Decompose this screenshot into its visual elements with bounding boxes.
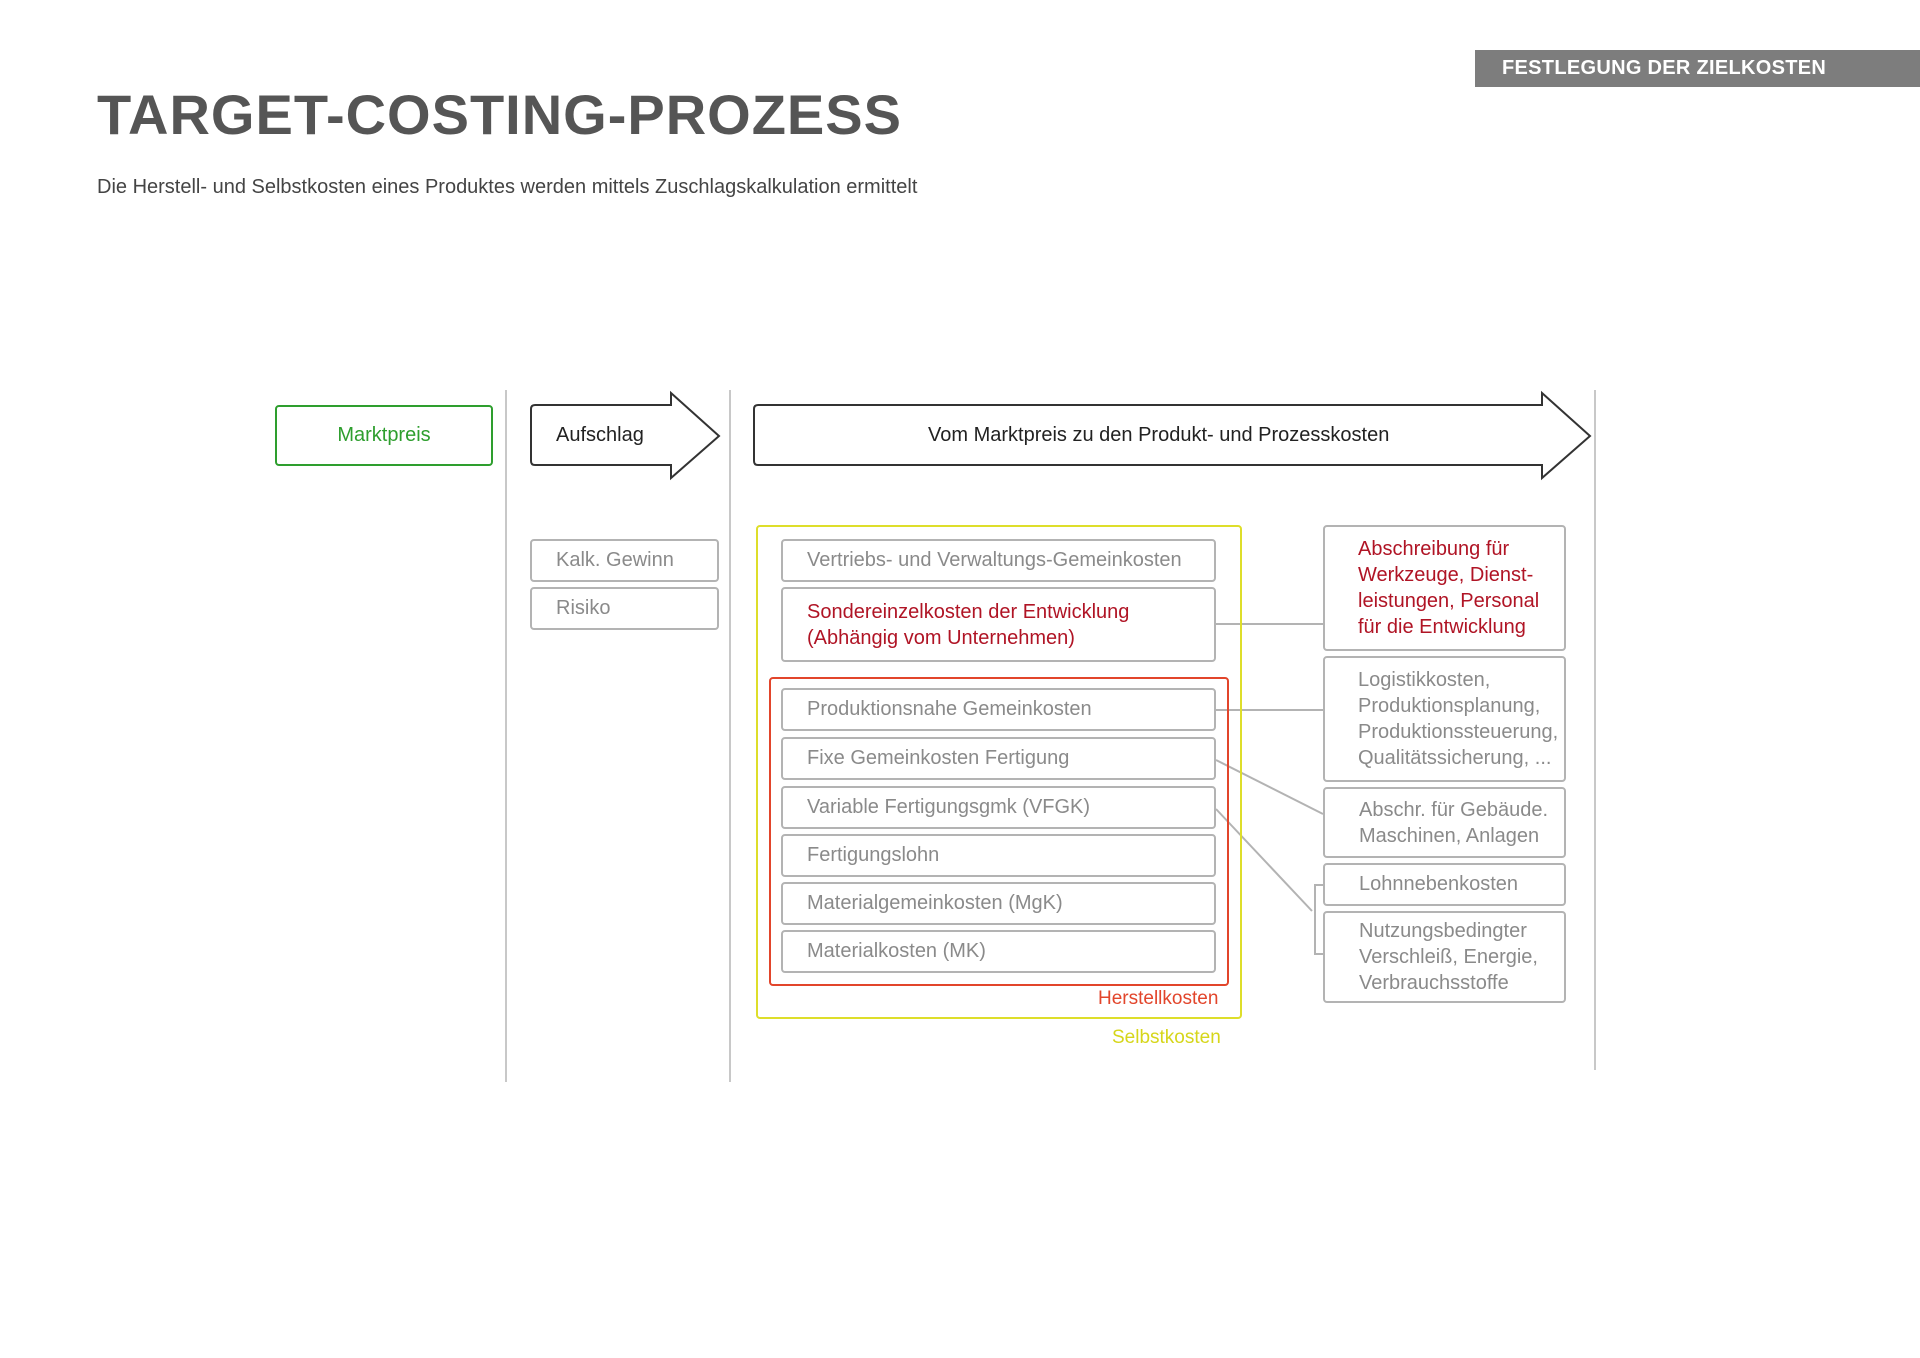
abschreibung-line-3: leistungen, Personal bbox=[1358, 590, 1540, 612]
abschreibung-line-2: Werkzeuge, Dienst- bbox=[1358, 564, 1534, 586]
detail-gebaeude bbox=[1323, 787, 1566, 858]
nutzung-line-1: Nutzungsbedingter bbox=[1359, 920, 1527, 942]
page-title: TARGET-COSTING-PROZESS bbox=[97, 83, 902, 146]
detail-nutzung bbox=[1323, 911, 1566, 1003]
selbstkosten-label: Selbstkosten bbox=[1112, 1027, 1221, 1048]
cost-item-variable: Variable Fertigungsgmk (VFGK) bbox=[781, 786, 1216, 829]
sonder-line-2: (Abhängig vom Unternehmen) bbox=[807, 626, 1075, 649]
risiko-box: Risiko bbox=[530, 587, 719, 630]
aufschlag-label: Aufschlag bbox=[556, 424, 644, 446]
cost-item-produktionsnahe: Produktionsnahe Gemeinkosten bbox=[781, 688, 1216, 731]
nutzung-line-3: Verbrauchsstoffe bbox=[1359, 972, 1509, 994]
logistik-line-1: Logistikkosten, bbox=[1358, 669, 1491, 691]
nutzung-line-2: Verschleiß, Energie, bbox=[1359, 946, 1538, 968]
page-subtitle: Die Herstell- und Selbstkosten eines Produktes werden mittels Zuschlagskalkulation ermittelt bbox=[97, 176, 918, 198]
cost-item-mk: Materialkosten (MK) bbox=[781, 930, 1216, 973]
cost-item-fixe: Fixe Gemeinkosten Fertigung bbox=[781, 737, 1216, 780]
cost-item-mgk: Materialgemeinkosten (MgK) bbox=[781, 882, 1216, 925]
kalk-gewinn-box: Kalk. Gewinn bbox=[530, 539, 719, 582]
section-badge: FESTLEGUNG DER ZIELKOSTEN bbox=[1475, 50, 1920, 87]
detail-lohnnebenkosten: Lohnnebenkosten bbox=[1323, 863, 1566, 906]
bracket-lohn-nutzung bbox=[1315, 885, 1323, 954]
cost-item-sondereinzelkosten bbox=[781, 587, 1216, 662]
abschreibung-line-1: Abschreibung für bbox=[1358, 538, 1510, 560]
logistik-line-4: Qualitätssicherung, ... bbox=[1358, 747, 1552, 769]
gebaeude-line-1: Abschr. für Gebäude. bbox=[1359, 798, 1549, 821]
herstellkosten-label: Herstellkosten bbox=[1098, 988, 1219, 1009]
sonder-line-1: Sondereinzelkosten der Entwicklung bbox=[807, 600, 1130, 623]
cost-item-vertrieb: Vertriebs- und Verwaltungs-Gemeinkosten bbox=[781, 539, 1216, 582]
flow-label: Vom Marktpreis zu den Produkt- und Prozesskosten bbox=[928, 424, 1390, 446]
abschreibung-line-4: für die Entwicklung bbox=[1358, 616, 1526, 638]
cost-item-lohn: Fertigungslohn bbox=[781, 834, 1216, 877]
detail-abschreibung bbox=[1323, 525, 1566, 651]
detail-logistik bbox=[1323, 656, 1566, 782]
marktpreis-box: Marktpreis bbox=[275, 405, 493, 466]
logistik-line-2: Produktionsplanung, bbox=[1358, 695, 1541, 717]
gebaeude-line-2: Maschinen, Anlagen bbox=[1359, 824, 1540, 847]
logistik-line-3: Produktionssteuerung, bbox=[1358, 721, 1559, 743]
